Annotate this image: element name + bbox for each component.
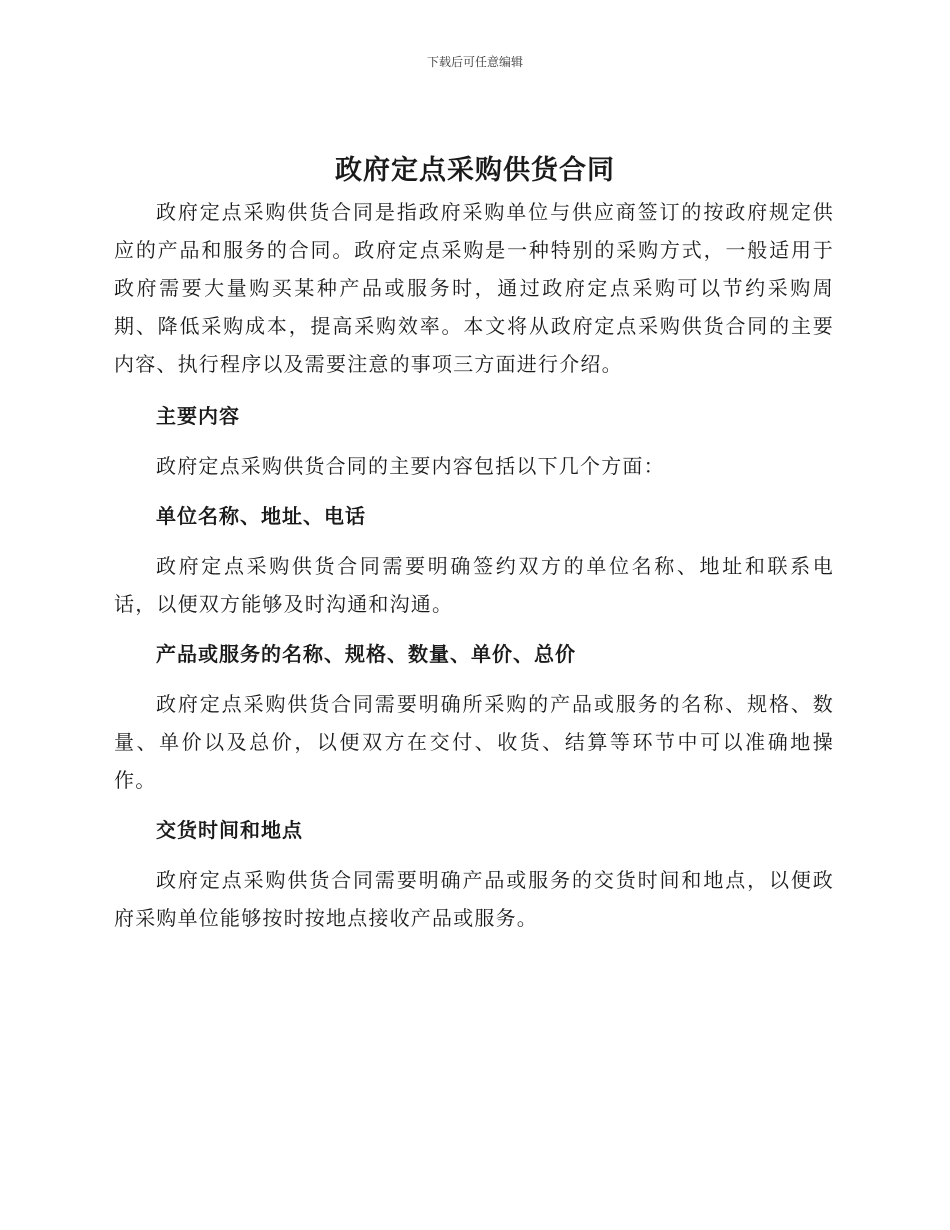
unit-info-paragraph: 政府定点采购供货合同需要明确签约双方的单位名称、地址和联系电话，以便双方能够及时沟通和沟通。 — [114, 554, 834, 616]
section-heading-delivery: 交货时间和地点 — [156, 818, 303, 842]
delivery-paragraph: 政府定点采购供货合同需要明确产品或服务的交货时间和地点，以便政府采购单位能够按时按地点接收产品或服务。 — [114, 868, 834, 930]
product-info-paragraph: 政府定点采购供货合同需要明确所采购的产品或服务的名称、规格、数量、单价以及总价，以便双方在交付、收货、结算等环节中可以准确地操作。 — [114, 692, 834, 792]
section-heading-unit-info: 单位名称、地址、电话 — [156, 504, 366, 528]
section-heading-product-info: 产品或服务的名称、规格、数量、单价、总价 — [156, 642, 576, 666]
intro-paragraph: 政府定点采购供货合同是指政府采购单位与供应商签订的按政府规定供应的产品和服务的合同。政府定点采购是一种特别的采购方式，一般适用于政府需要大量购买某种产品或服务时，通过政府定点采购可以节约采购周期、降低采购成本，提高采购效率。本文将从政府定点采购供货合同的主要内容、执行程序以及需要注意的事项三方面进行介绍。 — [114, 200, 834, 376]
section-heading-main-content: 主要内容 — [156, 404, 240, 428]
main-content-intro: 政府定点采购供货合同的主要内容包括以下几个方面： — [156, 454, 665, 478]
document-body — [114, 193, 834, 937]
page-title: 政府定点采购供货合同 — [335, 155, 615, 186]
header-note: 下载后可任意编辑 — [426, 55, 523, 69]
